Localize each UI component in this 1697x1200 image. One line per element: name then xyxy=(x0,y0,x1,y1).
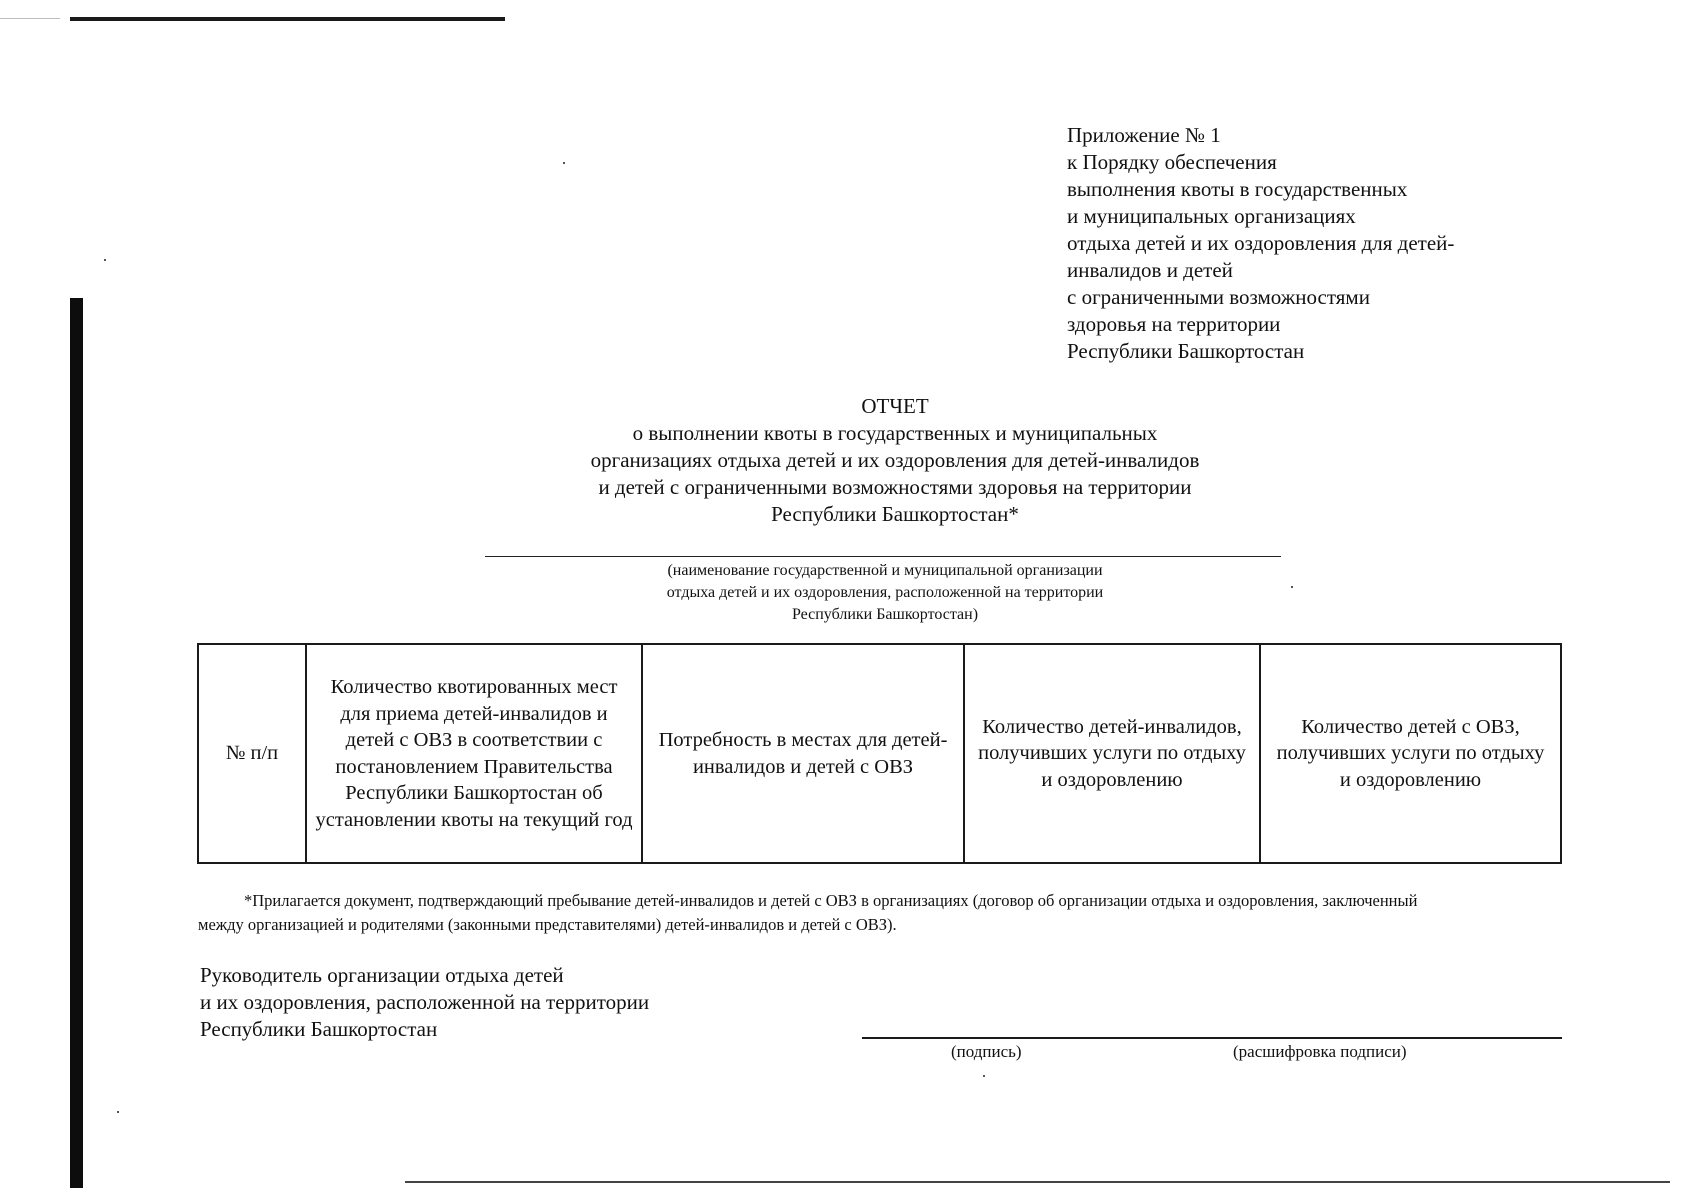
column-header-ovz-children-served: Количество детей с ОВЗ, получивших услуги по отдыху и оздоровлению xyxy=(1260,644,1561,863)
scan-speck xyxy=(1291,586,1293,588)
report-subtitle-line: о выполнении квоты в государственных и муниципальных xyxy=(632,421,1158,445)
footnote-line: между организацией и родителями (законными представителями) детей-инвалидов и детей с ОВЗ). xyxy=(198,915,897,934)
appendix-line: отдыха детей и их оздоровления для детей- xyxy=(1067,231,1455,255)
organization-head-line: Руководитель организации отдыха детей xyxy=(200,963,564,987)
scan-artifact-left-edge xyxy=(70,298,83,1188)
appendix-line: Республики Башкортостан xyxy=(1067,339,1305,363)
appendix-line: инвалидов и детей xyxy=(1067,258,1233,282)
organization-caption-line: отдыха детей и их оздоровления, расположенной на территории xyxy=(666,584,1104,601)
appendix-line: здоровья на территории xyxy=(1067,312,1281,336)
scan-speck xyxy=(563,162,565,164)
appendix-line: выполнения квоты в государственных xyxy=(1067,177,1408,201)
report-subtitle-line: Республики Башкортостан* xyxy=(771,502,1019,526)
organization-head-line: Республики Башкортостан xyxy=(200,1017,438,1041)
organization-caption-line: (наименование государственной и муниципальной организации xyxy=(667,562,1103,579)
report-subtitle-line: организациях отдыха детей и их оздоровления для детей-инвалидов xyxy=(590,448,1200,472)
appendix-line: Приложение № 1 xyxy=(1067,123,1221,147)
organization-head-label xyxy=(200,962,649,1043)
appendix-header xyxy=(1067,122,1454,365)
table-header-row xyxy=(198,644,1561,863)
signature-decoding-caption: (расшифровка подписи) xyxy=(1233,1042,1407,1061)
report-title: ОТЧЕТ xyxy=(861,394,929,418)
scan-artifact-bottom-line xyxy=(405,1181,1670,1183)
report-subtitle-line: и детей с ограниченными возможностями здоровья на территории xyxy=(598,475,1192,499)
footnote-line: *Прилагается документ, подтверждающий пребывание детей-инвалидов и детей с ОВЗ в организациях (договор об организации отдыха и оздоровления, заключенный xyxy=(244,891,1418,910)
scan-speck xyxy=(104,259,106,261)
column-header-number: № п/п xyxy=(198,644,306,863)
column-header-disabled-children-served: Количество детей-инвалидов, получивших услуги по отдыху и оздоровлению xyxy=(964,644,1260,863)
organization-head-line: и их оздоровления, расположенной на территории xyxy=(200,990,650,1014)
column-header-places-need: Потребность в местах для детей-инвалидов и детей с ОВЗ xyxy=(642,644,964,863)
organization-caption xyxy=(560,560,1210,626)
scan-speck xyxy=(117,1111,119,1113)
signature-line xyxy=(862,1037,1562,1039)
column-header-quota-places: Количество квотированных мест для приема детей-инвалидов и детей с ОВЗ в соответствии с постановлением Правительства Республики Башкортостан об установлении квоты на текущий год xyxy=(306,644,642,863)
organization-name-line xyxy=(485,556,1281,557)
scan-artifact-top-line xyxy=(70,17,505,21)
scan-artifact-top-faint xyxy=(0,18,60,19)
appendix-line: к Порядку обеспечения xyxy=(1067,150,1277,174)
report-title-block xyxy=(480,393,1310,528)
signature-caption: (подпись) xyxy=(951,1042,1022,1061)
appendix-line: и муниципальных организациях xyxy=(1067,204,1356,228)
organization-caption-line: Республики Башкортостан) xyxy=(791,606,979,623)
footnote xyxy=(198,889,1578,937)
appendix-line: с ограниченными возможностями xyxy=(1067,285,1370,309)
quota-report-table xyxy=(197,643,1562,864)
scan-speck xyxy=(983,1075,985,1077)
